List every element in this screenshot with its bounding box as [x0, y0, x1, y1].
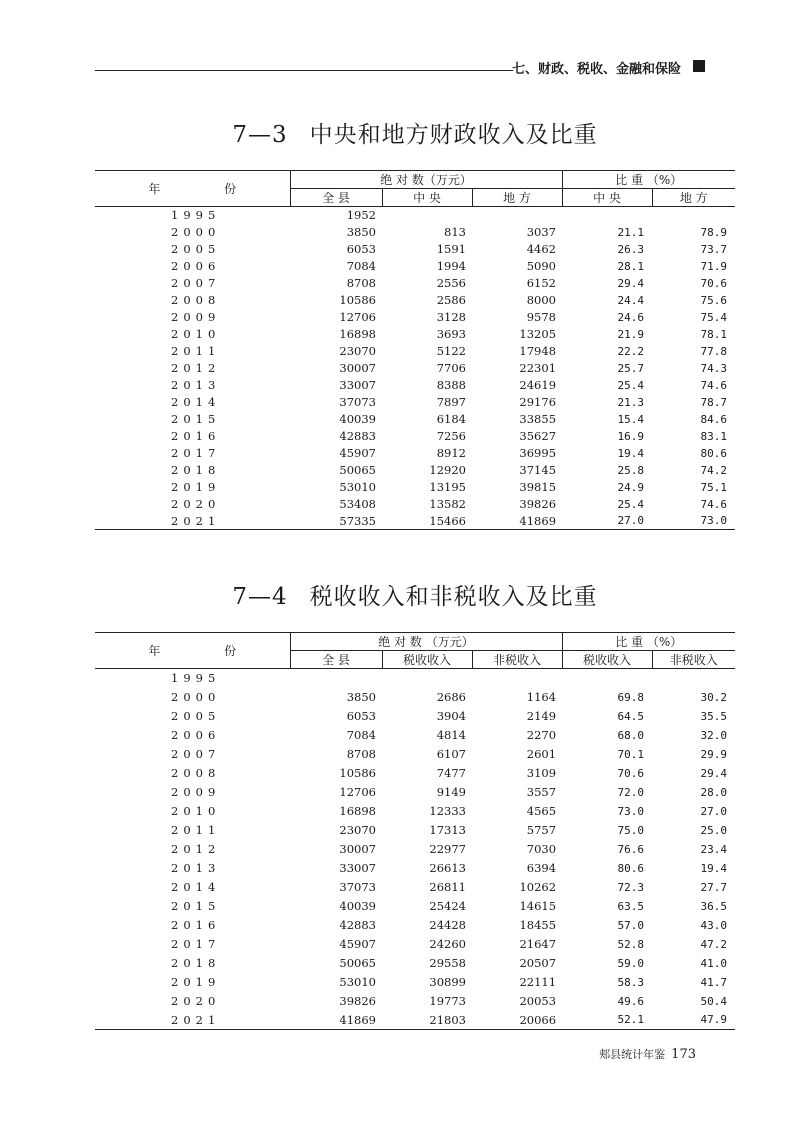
cell-local: 5090 [526, 259, 557, 273]
col-header-nontax: 非税收入 [472, 651, 562, 669]
cell-total: 1952 [346, 208, 376, 223]
cell-tax_pct: 69.8 [617, 690, 645, 704]
table-row [95, 745, 735, 764]
col-header-total: 全 县 [290, 651, 382, 669]
cell-tax: 29558 [429, 956, 466, 970]
cell-local_pct: 74.2 [700, 463, 728, 477]
table-row [95, 688, 735, 707]
cell-central: 3128 [436, 310, 466, 324]
table-row [95, 479, 735, 496]
cell-central: 13195 [429, 480, 466, 494]
table1-title [95, 116, 735, 149]
cell-tax_pct: 58.3 [617, 975, 645, 989]
cell-nontax_pct: 29.4 [700, 766, 728, 780]
cell-year: 2017 [171, 446, 221, 460]
cell-tax: 12333 [429, 804, 466, 818]
cell-total: 8708 [346, 276, 376, 290]
cell-year: 2021 [95, 513, 290, 530]
cell-year: 2018 [171, 463, 221, 477]
cell-year: 2013 [171, 378, 221, 392]
table2-number: 7—4 [232, 584, 288, 610]
cell-total: 57335 [290, 513, 382, 530]
table-row [95, 821, 735, 840]
cell-tax_pct: 80.6 [617, 861, 645, 875]
cell-total: 53010 [339, 975, 376, 989]
cell-central_pct: 19.4 [617, 446, 645, 460]
cell-total: 41869 [290, 1011, 382, 1030]
cell-year: 2011 [171, 823, 221, 837]
header-rule [95, 70, 513, 71]
table-row [95, 428, 735, 445]
table-row [95, 859, 735, 878]
table-row [95, 954, 735, 973]
cell-nontax_pct: 19.4 [700, 861, 728, 875]
table-row [95, 462, 735, 479]
cell-total: 39826 [339, 994, 376, 1008]
table-row [95, 992, 735, 1011]
cell-year: 2000 [171, 690, 221, 704]
cell-central_pct: 21.3 [617, 395, 645, 409]
cell-central: 12920 [429, 463, 466, 477]
cell-total: 23070 [339, 344, 376, 358]
cell-total: 16898 [339, 804, 376, 818]
cell-local [472, 207, 562, 224]
cell-local: 22301 [519, 361, 557, 375]
cell-tax_pct: 73.0 [617, 804, 645, 818]
cell-nontax: 6394 [526, 861, 557, 875]
cell-tax: 26613 [429, 861, 466, 875]
cell-tax_pct: 70.1 [617, 747, 645, 761]
cell-nontax: 2601 [526, 747, 557, 761]
cell-central: 1591 [436, 242, 466, 256]
cell-nontax_pct: 27.7 [700, 880, 728, 894]
cell-local: 36995 [519, 446, 557, 460]
cell-total: 50065 [339, 463, 376, 477]
cell-total: 30007 [339, 842, 376, 856]
table-row [95, 669, 735, 688]
cell-central [382, 207, 472, 224]
cell-total: 3850 [346, 690, 376, 704]
cell-central_pct: 27.0 [562, 513, 652, 530]
ratio-header: 比 重 （%） [562, 633, 735, 651]
cell-central_pct: 16.9 [617, 429, 645, 443]
cell-nontax_pct: 29.9 [700, 747, 728, 761]
cell-tax: 2686 [436, 690, 466, 704]
year-header: 年 份 [95, 633, 290, 669]
cell-total: 53408 [339, 497, 376, 511]
cell-year: 2014 [171, 880, 221, 894]
cell-local_pct: 73.0 [652, 513, 735, 530]
cell-local: 39815 [519, 480, 557, 494]
cell-total: 8708 [346, 747, 376, 761]
running-header [95, 58, 705, 78]
cell-central_pct: 28.1 [617, 259, 645, 273]
cell-tax [382, 669, 472, 688]
cell-nontax: 7030 [526, 842, 557, 856]
cell-total: 42883 [339, 429, 376, 443]
cell-central_pct: 15.4 [617, 412, 645, 426]
cell-year: 2019 [171, 480, 221, 494]
cell-total: 37073 [339, 395, 376, 409]
cell-nontax: 20053 [519, 994, 557, 1008]
cell-nontax_pct: 28.0 [700, 785, 728, 799]
cell-central: 7897 [436, 395, 466, 409]
cell-total: 7084 [346, 728, 376, 742]
cell-central: 5122 [436, 344, 466, 358]
cell-tax: 6107 [436, 747, 466, 761]
cell-central_pct [562, 207, 652, 224]
book-title: 郏县统计年鉴 [599, 1048, 666, 1061]
cell-tax_pct: 68.0 [617, 728, 645, 742]
cell-tax: 7477 [436, 766, 466, 780]
cell-tax: 30899 [429, 975, 466, 989]
cell-year: 2011 [171, 344, 221, 358]
cell-local_pct: 83.1 [700, 429, 728, 443]
cell-local_pct: 75.4 [700, 310, 728, 324]
cell-central: 2556 [436, 276, 466, 290]
cell-central: 813 [444, 225, 466, 239]
cell-total: 10586 [339, 293, 376, 307]
table-row [95, 916, 735, 935]
cell-local: 35627 [519, 429, 557, 443]
cell-nontax_pct: 23.4 [700, 842, 728, 856]
cell-local_pct: 73.7 [700, 242, 728, 256]
cell-central_pct: 24.6 [617, 310, 645, 324]
table-row [95, 394, 735, 411]
cell-central: 1994 [436, 259, 466, 273]
year-header: 年 份 [95, 171, 290, 207]
page-footer [599, 1046, 696, 1062]
table-row [95, 241, 735, 258]
table-row [95, 935, 735, 954]
table-row [95, 360, 735, 377]
cell-local: 9578 [526, 310, 557, 324]
cell-tax_pct: 57.0 [617, 918, 645, 932]
cell-central_pct: 21.9 [617, 327, 645, 341]
table-row [95, 707, 735, 726]
cell-central: 8388 [436, 378, 466, 392]
cell-central: 15466 [382, 513, 472, 530]
cell-total: 23070 [339, 823, 376, 837]
cell-year: 2008 [171, 766, 221, 780]
cell-tax_pct: 70.6 [617, 766, 645, 780]
cell-tax: 4814 [436, 728, 466, 742]
square-marker-icon [693, 60, 705, 72]
cell-year: 2015 [171, 412, 221, 426]
table-row [95, 343, 735, 360]
cell-central: 2586 [436, 293, 466, 307]
cell-total: 7084 [346, 259, 376, 273]
table-row [95, 1011, 735, 1030]
table-row [95, 224, 735, 241]
cell-total: 40039 [339, 899, 376, 913]
cell-central_pct: 24.9 [617, 480, 645, 494]
cell-local_pct: 75.6 [700, 293, 728, 307]
cell-tax: 9149 [436, 785, 466, 799]
cell-nontax_pct: 35.5 [700, 709, 728, 723]
cell-local: 3037 [526, 225, 557, 239]
cell-year: 1995 [171, 671, 221, 686]
cell-year: 2021 [95, 1011, 290, 1030]
cell-nontax_pct: 47.2 [700, 937, 728, 951]
cell-year: 2006 [171, 728, 221, 742]
cell-year: 2007 [171, 276, 221, 290]
cell-nontax_pct: 50.4 [700, 994, 728, 1008]
cell-local: 13205 [519, 327, 557, 341]
cell-central: 6184 [436, 412, 466, 426]
cell-nontax_pct: 25.0 [700, 823, 728, 837]
cell-central_pct: 21.1 [617, 225, 645, 239]
table2-title [95, 578, 735, 611]
table-row [95, 878, 735, 897]
cell-total: 16898 [339, 327, 376, 341]
cell-total: 6053 [346, 242, 376, 256]
cell-central_pct: 26.3 [617, 242, 645, 256]
cell-tax: 19773 [429, 994, 466, 1008]
table-row [95, 377, 735, 394]
cell-total: 12706 [339, 310, 376, 324]
cell-tax_pct [562, 669, 652, 688]
cell-tax: 21803 [382, 1011, 472, 1030]
cell-central_pct: 25.8 [617, 463, 645, 477]
cell-local_pct: 84.6 [700, 412, 728, 426]
cell-year: 2000 [171, 225, 221, 239]
table-row [95, 275, 735, 292]
cell-local_pct: 74.6 [700, 378, 728, 392]
cell-nontax_pct: 30.2 [700, 690, 728, 704]
cell-nontax_pct: 43.0 [700, 918, 728, 932]
cell-local_pct: 74.3 [700, 361, 728, 375]
cell-total: 10586 [339, 766, 376, 780]
cell-local_pct: 74.6 [700, 497, 728, 511]
cell-nontax: 4565 [526, 804, 557, 818]
cell-nontax_pct: 32.0 [700, 728, 728, 742]
cell-local_pct: 78.7 [700, 395, 728, 409]
cell-local: 24619 [519, 378, 557, 392]
cell-local_pct: 78.1 [700, 327, 728, 341]
cell-year: 2014 [171, 395, 221, 409]
cell-year: 2015 [171, 899, 221, 913]
cell-year: 2007 [171, 747, 221, 761]
cell-nontax: 21647 [519, 937, 557, 951]
cell-year: 2016 [171, 429, 221, 443]
col-header-central: 中 央 [382, 189, 472, 207]
cell-nontax: 14615 [519, 899, 557, 913]
cell-tax_pct: 72.0 [617, 785, 645, 799]
cell-total: 3850 [346, 225, 376, 239]
cell-year: 2010 [171, 327, 221, 341]
cell-local: 41869 [472, 513, 562, 530]
cell-tax: 24260 [429, 937, 466, 951]
cell-total: 45907 [339, 937, 376, 951]
cell-nontax: 18455 [519, 918, 557, 932]
cell-nontax: 10262 [519, 880, 557, 894]
cell-total: 33007 [339, 861, 376, 875]
cell-year: 2009 [171, 785, 221, 799]
chapter-title: 七、财政、税收、金融和保险 [511, 62, 681, 77]
cell-tax_pct: 63.5 [617, 899, 645, 913]
cell-year: 2020 [171, 994, 221, 1008]
table-row [95, 840, 735, 859]
cell-total: 45907 [339, 446, 376, 460]
cell-local_pct: 80.6 [700, 446, 728, 460]
cell-local: 29176 [519, 395, 557, 409]
cell-local_pct: 78.9 [700, 225, 728, 239]
cell-central: 8912 [436, 446, 466, 460]
col-header-local: 地 方 [472, 189, 562, 207]
cell-local_pct: 71.9 [700, 259, 728, 273]
cell-nontax_pct: 41.7 [700, 975, 728, 989]
cell-nontax: 5757 [526, 823, 557, 837]
cell-year: 2012 [171, 842, 221, 856]
table-row [95, 445, 735, 462]
col-header-total: 全 县 [290, 189, 382, 207]
cell-tax: 17313 [429, 823, 466, 837]
table-row [95, 207, 735, 224]
cell-year: 2006 [171, 259, 221, 273]
cell-tax_pct: 64.5 [617, 709, 645, 723]
cell-central_pct: 25.7 [617, 361, 645, 375]
col-header-nontax-pct: 非税收入 [652, 651, 735, 669]
absolute-header: 绝 对 数 （万元） [290, 633, 562, 651]
cell-year: 2016 [171, 918, 221, 932]
cell-local: 39826 [519, 497, 557, 511]
table-row [95, 764, 735, 783]
cell-year: 2020 [171, 497, 221, 511]
table-row [95, 411, 735, 428]
cell-year: 2005 [171, 709, 221, 723]
cell-nontax_pct: 27.0 [700, 804, 728, 818]
cell-local: 4462 [526, 242, 557, 256]
cell-total: 42883 [339, 918, 376, 932]
cell-local: 37145 [519, 463, 557, 477]
cell-tax_pct: 49.6 [617, 994, 645, 1008]
cell-total [290, 669, 382, 688]
cell-central_pct: 25.4 [617, 378, 645, 392]
cell-nontax: 20507 [519, 956, 557, 970]
cell-nontax: 20066 [472, 1011, 562, 1030]
cell-total: 33007 [339, 378, 376, 392]
cell-year: 2005 [171, 242, 221, 256]
cell-year: 2012 [171, 361, 221, 375]
cell-central: 7256 [436, 429, 466, 443]
cell-nontax: 2270 [526, 728, 557, 742]
cell-nontax_pct: 47.9 [652, 1011, 735, 1030]
cell-tax_pct: 52.8 [617, 937, 645, 951]
cell-central_pct: 29.4 [617, 276, 645, 290]
col-header-local-pct: 地 方 [652, 189, 735, 207]
table-row [95, 973, 735, 992]
cell-tax_pct: 75.0 [617, 823, 645, 837]
cell-central: 3693 [436, 327, 466, 341]
cell-nontax: 22111 [519, 975, 557, 989]
cell-local_pct: 75.1 [700, 480, 728, 494]
absolute-header: 绝 对 数（万元） [290, 171, 562, 189]
cell-tax_pct: 76.6 [617, 842, 645, 856]
table-row [95, 309, 735, 326]
cell-year: 1995 [171, 208, 221, 223]
cell-tax: 26811 [429, 880, 466, 894]
cell-nontax_pct: 36.5 [700, 899, 728, 913]
cell-central_pct: 24.4 [617, 293, 645, 307]
table-row [95, 783, 735, 802]
cell-year: 2019 [171, 975, 221, 989]
cell-local_pct [652, 207, 735, 224]
cell-nontax: 2149 [526, 709, 557, 723]
table-row [95, 292, 735, 309]
cell-central: 7706 [436, 361, 466, 375]
cell-central_pct: 22.2 [617, 344, 645, 358]
col-header-tax: 税收收入 [382, 651, 472, 669]
cell-tax: 25424 [429, 899, 466, 913]
cell-local: 33855 [519, 412, 557, 426]
cell-total: 53010 [339, 480, 376, 494]
central-local-revenue-table [95, 170, 735, 530]
cell-local_pct: 77.8 [700, 344, 728, 358]
cell-nontax_pct: 41.0 [700, 956, 728, 970]
table-row [95, 897, 735, 916]
cell-tax_pct: 52.1 [562, 1011, 652, 1030]
cell-nontax: 3109 [526, 766, 557, 780]
cell-total: 12706 [339, 785, 376, 799]
cell-year: 2008 [171, 293, 221, 307]
cell-tax_pct: 72.3 [617, 880, 645, 894]
table-row [95, 496, 735, 513]
cell-year: 2010 [171, 804, 221, 818]
page-number: 173 [671, 1047, 696, 1062]
cell-tax: 22977 [429, 842, 466, 856]
cell-total: 40039 [339, 412, 376, 426]
table-row [95, 513, 735, 530]
table-row [95, 726, 735, 745]
cell-local_pct: 70.6 [700, 276, 728, 290]
cell-nontax_pct [652, 669, 735, 688]
table-row [95, 258, 735, 275]
cell-local: 8000 [526, 293, 557, 307]
cell-central: 13582 [429, 497, 466, 511]
table1-title-text: 中央和地方财政收入及比重 [309, 122, 598, 148]
table-row [95, 802, 735, 821]
col-header-central-pct: 中 央 [562, 189, 652, 207]
cell-tax: 24428 [429, 918, 466, 932]
table2-title-text: 税收收入和非税收入及比重 [309, 584, 598, 610]
cell-total: 6053 [346, 709, 376, 723]
table1-number: 7—3 [232, 122, 288, 148]
cell-year: 2013 [171, 861, 221, 875]
cell-year: 2017 [171, 937, 221, 951]
cell-tax: 3904 [436, 709, 466, 723]
ratio-header: 比 重 （%） [562, 171, 735, 189]
cell-central_pct: 25.4 [617, 497, 645, 511]
cell-year: 2009 [171, 310, 221, 324]
table-row [95, 326, 735, 343]
cell-nontax: 3557 [526, 785, 557, 799]
cell-local: 6152 [526, 276, 557, 290]
cell-nontax: 1164 [526, 690, 557, 704]
col-header-tax-pct: 税收收入 [562, 651, 652, 669]
cell-total: 50065 [339, 956, 376, 970]
cell-total: 30007 [339, 361, 376, 375]
cell-tax_pct: 59.0 [617, 956, 645, 970]
tax-nontax-revenue-table [95, 632, 735, 1030]
cell-nontax [472, 669, 562, 688]
cell-year: 2018 [171, 956, 221, 970]
cell-total: 37073 [339, 880, 376, 894]
cell-local: 17948 [519, 344, 557, 358]
